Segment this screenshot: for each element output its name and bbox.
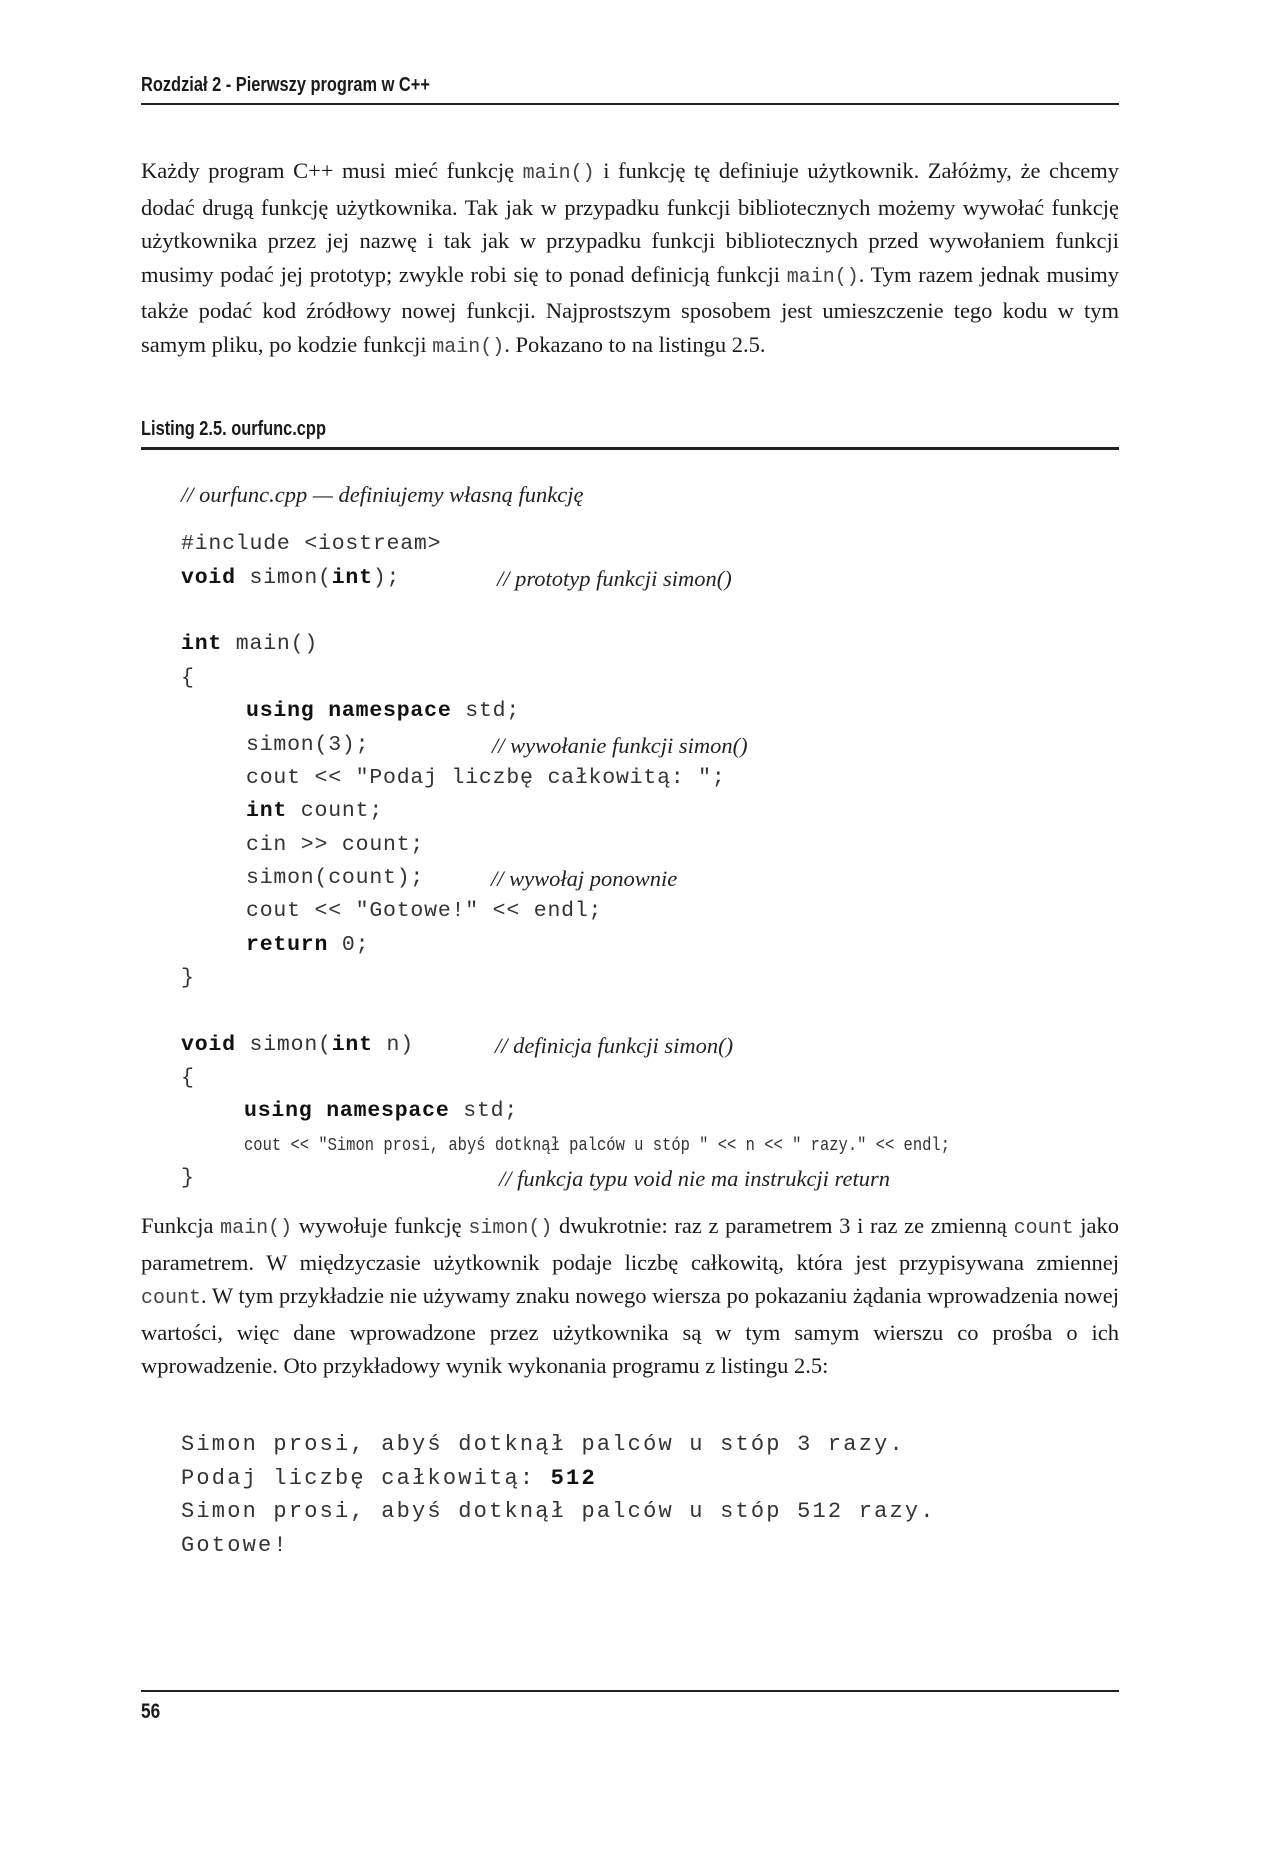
- code-keyword: void: [181, 1033, 236, 1057]
- intro-paragraph: [141, 154, 1119, 364]
- running-header: Rozdział 2 - Pierwszy program w C++: [141, 74, 430, 96]
- code-comment: // definicja funkcji simon(): [495, 1033, 734, 1058]
- code-text: main(): [222, 632, 319, 656]
- footer-rule: [141, 1690, 1119, 1692]
- code-keyword: return: [246, 933, 329, 957]
- code-keyword: using namespace: [244, 1099, 450, 1123]
- text-span: Funkcja: [141, 1213, 221, 1238]
- code-line: cout << "Simon prosi, abyś dotknął palców u stóp " << n << " razy." << endl;: [244, 1136, 951, 1156]
- code-line: [246, 799, 383, 823]
- code-line: [181, 632, 318, 656]
- code-line: [181, 1033, 414, 1057]
- code-text: );: [372, 566, 401, 590]
- text-span: i funkcję tę definiuje użytkownik. Załóżmy, że chcemy dodać drugą funkcję użytkownika. Tak jak w przypadku funkcji bibliotecznych możemy wywołać funkcję użytkownika przez jej nazwę i tak jak w przypadku funkcji bibliotecznych przed wywołaniem funkcji musimy podać jej prototyp; zwykle robi się to ponad definicją funkcji: [141, 158, 1119, 287]
- text-span: . Tym razem jednak musimy także podać kod źródłowy nowej funkcji. Najprostszym sposobem jest umieszczenie tego kodu w tym samym pliku, po kodzie funkcji: [141, 261, 1119, 357]
- code-text: n): [372, 1033, 414, 1057]
- code-line: {: [181, 666, 195, 690]
- code-text: 0;: [328, 933, 370, 957]
- code-span: count: [141, 1287, 202, 1310]
- code-keyword: int: [181, 632, 223, 656]
- output-line: [181, 1466, 597, 1491]
- code-line: [181, 566, 400, 590]
- code-span: main(): [220, 1217, 293, 1240]
- code-span: count: [1013, 1217, 1074, 1240]
- code-comment: // wywołaj ponownie: [491, 866, 678, 891]
- listing-rule: [141, 447, 1119, 450]
- text-span: . Pokazano to na listingu 2.5.: [504, 331, 766, 357]
- code-comment: // wywołanie funkcji simon(): [492, 733, 748, 758]
- code-text: std;: [451, 699, 521, 723]
- code-line: {: [181, 1066, 195, 1090]
- code-line: cin >> count;: [246, 833, 425, 857]
- code-span: main(): [786, 265, 859, 289]
- code-line: simon(count);: [246, 866, 425, 890]
- user-input: 512: [550, 1466, 597, 1491]
- code-text: simon(: [235, 566, 332, 590]
- code-line: cout << "Podaj liczbę całkowitą: ";: [246, 766, 726, 790]
- code-text: std;: [449, 1099, 519, 1123]
- output-text: Podaj liczbę całkowitą:: [181, 1466, 551, 1491]
- text-span: wywołuje funkcję: [292, 1213, 469, 1238]
- page-number: 56: [141, 1700, 161, 1723]
- text-span: . W tym przykładzie nie używamy znaku nowego wiersza po pokazaniu żądania wprowadzenia nowej wartości, więc dane wprowadzone przez użytkownika są w tym samym wierszu co prośba o ich wprowadzenie. Oto przykładowy wynik wykonania programu z listingu 2.5:: [141, 1283, 1119, 1378]
- code-comment: // prototyp funkcji simon(): [497, 566, 732, 591]
- code-line: }: [181, 966, 195, 990]
- code-line: [246, 699, 520, 723]
- output-line: Simon prosi, abyś dotknął palców u stóp 512 razy.: [181, 1499, 936, 1524]
- code-line: [244, 1099, 518, 1123]
- code-span: main(): [432, 335, 505, 359]
- text-span: Każdy program C++ musi mieć funkcję: [141, 158, 523, 183]
- output-line: Simon prosi, abyś dotknął palców u stóp 3 razy.: [181, 1432, 905, 1457]
- code-span: simon(): [468, 1217, 553, 1240]
- code-text: count;: [287, 799, 384, 823]
- code-keyword: int: [331, 566, 373, 590]
- code-line: #include <iostream>: [181, 532, 442, 556]
- code-comment: // ourfunc.cpp — definiujemy własną funkcję: [181, 482, 584, 507]
- text-span: dwukrotnie: raz z parametrem 3 i raz ze zmienną: [552, 1213, 1014, 1238]
- code-keyword: int: [246, 799, 288, 823]
- code-line: simon(3);: [246, 733, 370, 757]
- code-keyword: using namespace: [246, 699, 452, 723]
- code-comment: // funkcja typu void nie ma instrukcji return: [499, 1166, 890, 1191]
- code-span: main(): [522, 162, 595, 185]
- code-line: }: [181, 1166, 195, 1190]
- output-line: Gotowe!: [181, 1533, 289, 1558]
- code-text: simon(: [235, 1033, 332, 1057]
- explanation-paragraph: [141, 1209, 1119, 1383]
- text-span: jako parametrem. W międzyczasie użytkownik podaje liczbę całkowitą, która jest przypisywana zmiennej: [141, 1213, 1119, 1275]
- header-rule: [141, 103, 1119, 105]
- code-keyword: int: [331, 1033, 373, 1057]
- code-keyword: void: [181, 566, 236, 590]
- code-line: cout << "Gotowe!" << endl;: [246, 899, 603, 923]
- listing-title: Listing 2.5. ourfunc.cpp: [141, 418, 326, 440]
- code-line: [246, 933, 369, 957]
